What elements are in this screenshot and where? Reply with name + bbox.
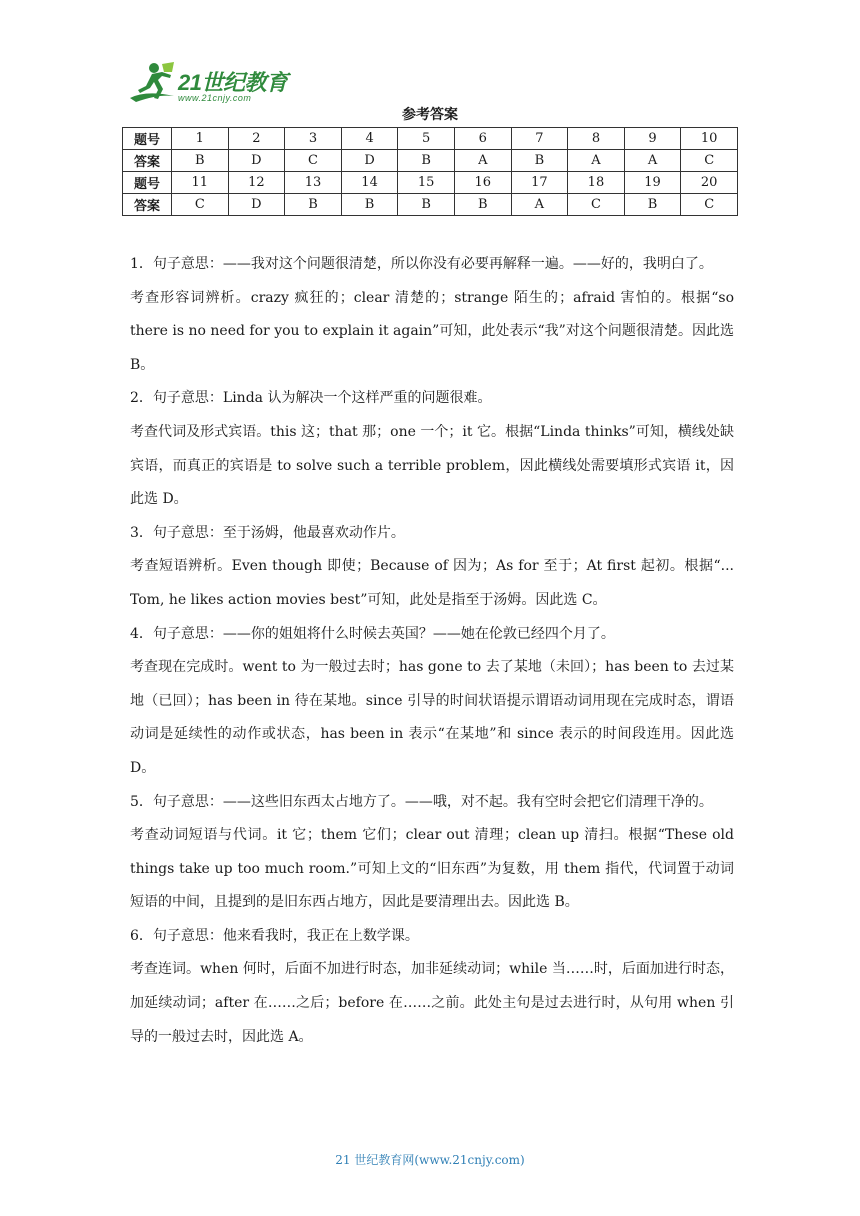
question-analysis: 考查形容词辨析。crazy 疯狂的；clear 清楚的；strange 陌生的；afraid 害怕的。根据“so there is no need for you to explain it again”可知，此处表示“我”对这个问题很清楚。因此选 B。 — [130, 289, 734, 373]
site-logo — [128, 60, 303, 106]
table-cell: 3 — [285, 128, 342, 150]
logo-url: www.21cnjy.com — [178, 93, 252, 103]
table-cell: 17 — [511, 172, 568, 194]
table-cell: B — [172, 150, 229, 172]
table-cell: C — [568, 194, 625, 216]
table-cell: 14 — [341, 172, 398, 194]
answer-table — [122, 127, 738, 216]
question-analysis: 考查代词及形式宾语。this 这；that 那；one 一个；it 它。根据“Linda thinks”可知，横线处缺宾语，而真正的宾语是 to solve such a terrible problem，因此横线处需要填形式宾语 it，因此选 D。 — [130, 423, 734, 508]
table-cell: 10 — [681, 128, 738, 150]
table-cell: B — [398, 150, 455, 172]
question-meaning: 4．句子意思：——你的姐姐将什么时候去英国？——她在伦敦已经四个月了。 — [130, 625, 615, 642]
table-cell: 4 — [341, 128, 398, 150]
table-cell: C — [172, 194, 229, 216]
explanations — [130, 248, 734, 1054]
table-cell: 13 — [285, 172, 342, 194]
question-analysis: 考查连词。when 何时，后面不加进行时态，加非延续动词；while 当……时，后面加进行时态，加延续动词；after 在……之后；before 在……之前。此处主句是过去进行时，从句用 when 引导的一般过去时，因此选 A。 — [130, 961, 734, 1045]
table-cell: 8 — [568, 128, 625, 150]
table-cell: A — [511, 194, 568, 216]
logo-name: 21世纪教育 — [178, 70, 288, 95]
number-row — [123, 172, 738, 194]
table-cell: 20 — [681, 172, 738, 194]
question-analysis: 考查短语辨析。Even though 即使；Because of 因为；As for 至于；At first 起初。根据“... Tom, he likes action movies best”可知，此处是指至于汤姆。因此选 C。 — [130, 558, 734, 608]
table-cell: 6 — [454, 128, 511, 150]
table-cell: D — [228, 150, 285, 172]
table-cell: 19 — [624, 172, 681, 194]
page-title: 参考答案 — [402, 107, 458, 123]
table-cell: 5 — [398, 128, 455, 150]
answer-row — [123, 150, 738, 172]
answer-row — [123, 194, 738, 216]
row-header: 题号 — [123, 172, 172, 194]
table-cell: 9 — [624, 128, 681, 150]
table-cell: A — [624, 150, 681, 172]
table-cell: B — [511, 150, 568, 172]
table-cell: B — [454, 194, 511, 216]
table-cell: B — [398, 194, 455, 216]
question-meaning: 1．句子意思：——我对这个问题很清楚，所以你没有必要再解释一遍。——好的，我明白了。 — [130, 256, 713, 272]
question-meaning: 6．句子意思：他来看我时，我正在上数学课。 — [130, 927, 419, 944]
table-cell: 12 — [228, 172, 285, 194]
footer-link[interactable]: 21 世纪教育网(www.21cnjy.com) — [335, 1153, 525, 1167]
row-header: 答案 — [123, 194, 172, 216]
table-cell: 15 — [398, 172, 455, 194]
table-cell: 16 — [454, 172, 511, 194]
question-meaning: 3．句子意思：至于汤姆，他最喜欢动作片。 — [130, 524, 405, 541]
table-cell: A — [454, 150, 511, 172]
row-header: 题号 — [123, 128, 172, 150]
question-meaning: 5．句子意思：——这些旧东西太占地方了。——哦，对不起。我有空时会把它们清理干净的。 — [130, 793, 713, 810]
table-cell: B — [624, 194, 681, 216]
table-cell: D — [228, 194, 285, 216]
table-cell: C — [681, 194, 738, 216]
table-cell: 11 — [172, 172, 229, 194]
number-row — [123, 128, 738, 150]
row-header: 答案 — [123, 150, 172, 172]
question-analysis: 考查动词短语与代词。it 它；them 它们；clear out 清理；clean up 清扫。根据“These old things take up too much room.”可知上文的“旧东西”为复数，用 them 指代，代词置于动词短语的中间，且提到的是旧东西占地方，因此是要清理出去。因此选 B。 — [130, 827, 734, 911]
table-cell: 7 — [511, 128, 568, 150]
table-cell: C — [681, 150, 738, 172]
table-cell: D — [341, 150, 398, 172]
table-cell: 2 — [228, 128, 285, 150]
table-cell: C — [285, 150, 342, 172]
table-cell: B — [341, 194, 398, 216]
table-cell: A — [568, 150, 625, 172]
table-cell: 1 — [172, 128, 229, 150]
question-meaning: 2．句子意思：Linda 认为解决一个这样严重的问题很难。 — [130, 390, 492, 407]
question-analysis: 考查现在完成时。went to 为一般过去时；has gone to 去了某地（未回）；has been to 去过某地（已回）；has been in 待在某地。since 引导的时间状语提示谓语动词用现在完成时态，谓语动词是延续性的动作或状态，has been in 表示“在某地”和 since 表示的时间段连用。因此选 D。 — [130, 659, 734, 776]
runner-logo-icon — [128, 60, 178, 106]
table-cell: B — [285, 194, 342, 216]
table-cell: 18 — [568, 172, 625, 194]
